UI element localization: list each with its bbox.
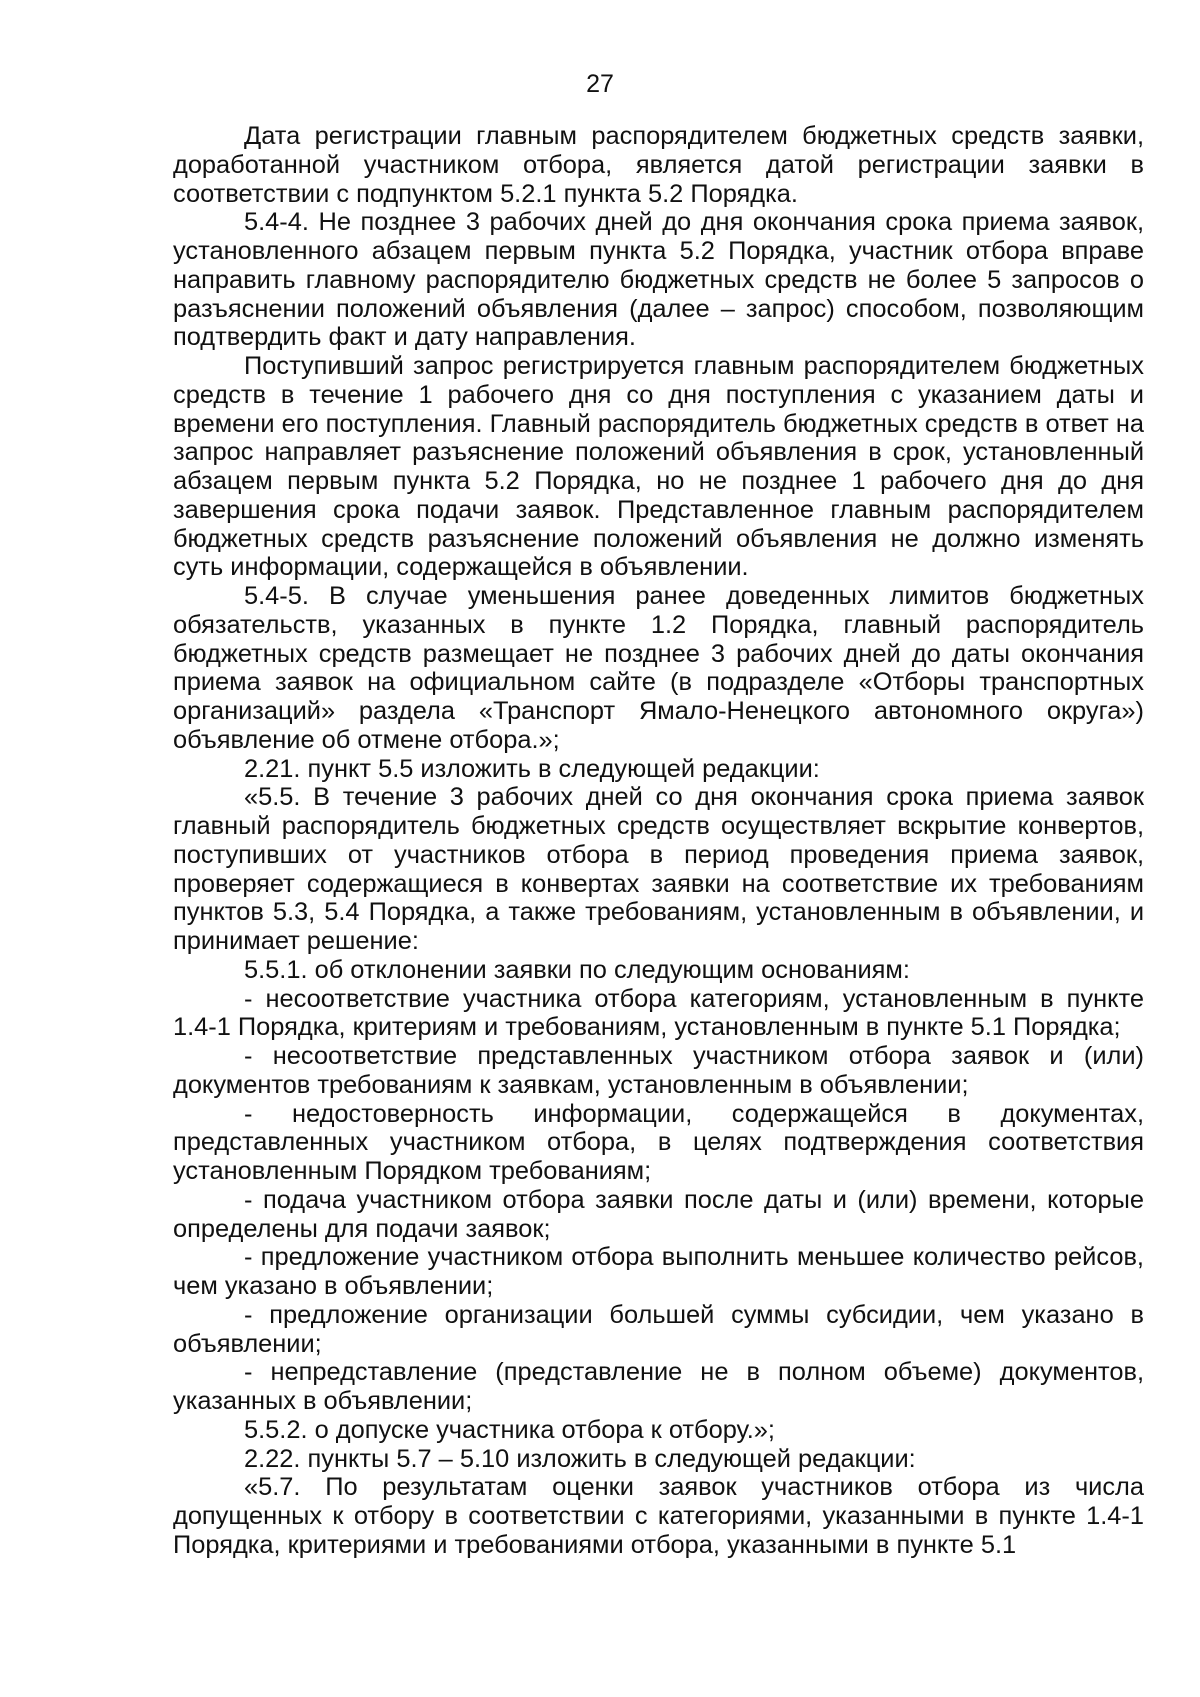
paragraph-5-5: «5.5. В течение 3 рабочих дней со дня окончания срока приема заявок главный распорядитель бюджетных средств осуществляет вскрытие конвертов, поступивших от участников отбора в период проведения приема заявок, проверяет содержащиеся в конвертах заявки на соответствие их требованиям пунктов 5.3, 5.4 Порядка, а также требованиям, установленным в объявлении, и принимает решение: [173, 783, 1144, 955]
document-body [173, 122, 1144, 1560]
page-number: 27 [586, 70, 614, 98]
paragraph-request-registration: Поступивший запрос регистрируется главным распорядителем бюджетных средств в течение 1 рабочего дня со дня поступления с указанием даты и времени его поступления. Главный распорядитель бюджетных средств в ответ на запрос направляет разъяснение положений объявления в срок, установленный абзацем первым пункта 5.2 Порядка, но не позднее 1 рабочего дня до дня завершения срока подачи заявок. Представленное главным распорядителем бюджетных средств разъяснение положений объявления не должно изменять суть информации, содержащейся в объявлении. [173, 352, 1144, 582]
list-item-document-mismatch: - несоответствие представленных участником отбора заявок и (или) документов требованиям к заявкам, установленным в объявлении; [173, 1042, 1144, 1099]
list-item-fewer-trips: - предложение участником отбора выполнить меньшее количество рейсов, чем указано в объявлении; [173, 1243, 1144, 1300]
list-item-larger-subsidy: - предложение организации большей суммы субсидии, чем указано в объявлении; [173, 1300, 1144, 1358]
paragraph-5-7: «5.7. По результатам оценки заявок участников отбора из числа допущенных к отбору в соответствии с категориями, указанными в пункте 1.4-1 Порядка, критериями и требованиями отбора, указанными в пункте 5.1 [173, 1473, 1144, 1559]
paragraph-5-5-1: 5.5.1. об отклонении заявки по следующим основаниям: [244, 955, 910, 984]
list-item-unreliable-info: - недостоверность информации, содержащейся в документах, представленных участником отбора, в целях подтверждения соответствия установленным Порядком требованиям; [173, 1099, 1144, 1185]
paragraph-2-21: 2.21. пункт 5.5 изложить в следующей редакции: [244, 754, 820, 783]
paragraph-5-5-2: 5.5.2. о допуске участника отбора к отбору.»; [244, 1415, 775, 1444]
paragraph-registration-date: Дата регистрации главным распорядителем бюджетных средств заявки, доработанной участником отбора, является датой регистрации заявки в соответствии с подпунктом 5.2.1 пункта 5.2 Порядка. [173, 122, 1144, 208]
paragraph-2-22: 2.22. пункты 5.7 – 5.10 изложить в следующей редакции: [244, 1444, 916, 1473]
paragraph-5-4-4: 5.4-4. Не позднее 3 рабочих дней до дня окончания срока приема заявок, установленного абзацем первым пункта 5.2 Порядка, участник отбора вправе направить главному распорядителю бюджетных средств не более 5 запросов о разъяснении положений объявления (далее – запрос) способом, позволяющим подтвердить факт и дату направления. [173, 208, 1144, 352]
list-item-missing-documents: - непредставление (представление не в полном объеме) документов, указанных в объявлении; [173, 1358, 1144, 1415]
list-item-category-mismatch: - несоответствие участника отбора категориям, установленным в пункте 1.4-1 Порядка, критериям и требованиям, установленным в пункте 5.1 Порядка; [173, 984, 1144, 1042]
list-item-late-submission: - подача участником отбора заявки после даты и (или) времени, которые определены для подачи заявок; [173, 1185, 1144, 1243]
paragraph-5-4-5: 5.4-5. В случае уменьшения ранее доведенных лимитов бюджетных обязательств, указанных в пункте 1.2 Порядка, главный распорядитель бюджетных средств размещает не позднее 3 рабочих дней до даты окончания приема заявок на официальном сайте (в подразделе «Отборы транспортных организаций» раздела «Транспорт Ямало-Ненецкого автономного округа») объявление об отмене отбора.»; [173, 582, 1144, 754]
